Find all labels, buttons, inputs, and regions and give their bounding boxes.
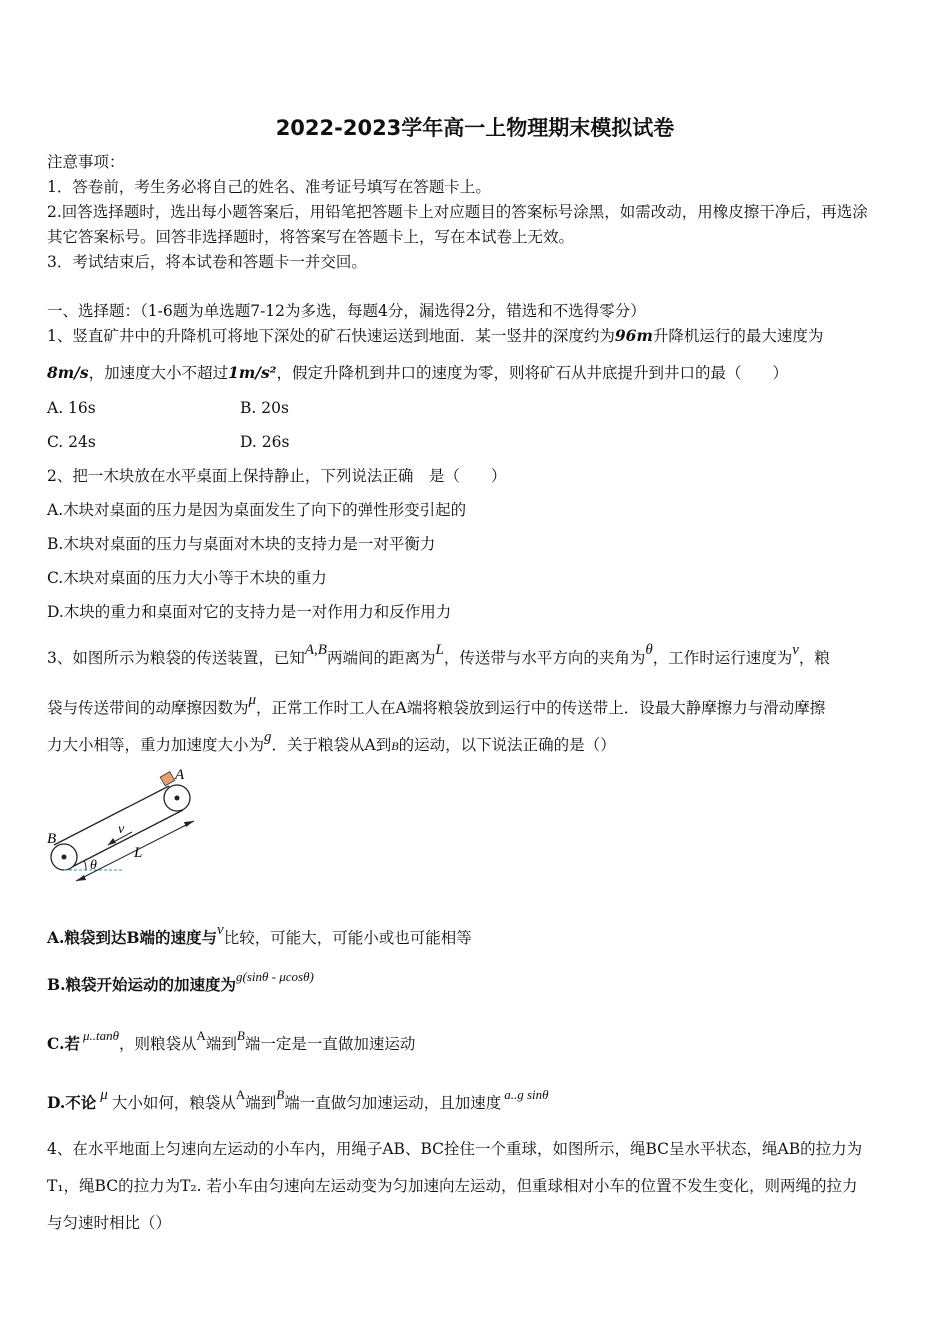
q3-option-math: a..g sinθ — [504, 1087, 549, 1102]
q1-text: 升降机运行的最大速度为 — [652, 327, 824, 345]
q1-text: ，假定升降机到井口的速度为零，则将矿石从井底提升到井口的最（ ） — [276, 364, 788, 382]
q3-v: v — [792, 642, 799, 658]
q1-text: ，加速度大小不超过 — [88, 364, 229, 382]
q3-option-text: 端一直做匀加速运动，且加速度 — [284, 1094, 502, 1112]
q1-text: 1、竖直矿井中的升降机可将地下深处的矿石快速运送到地面．某一竖井的深度约为 — [47, 327, 615, 345]
q3-option-math: g(sinθ - μcosθ) — [236, 969, 314, 984]
page-title: 2022-2023学年高一上物理期末模拟试卷 — [275, 116, 675, 140]
label-theta: θ — [90, 858, 97, 873]
q3-option-text: 端到 — [205, 1035, 237, 1053]
q3-ab: A,B — [304, 642, 327, 658]
notice-item: 2.回答选择题时，选出每小题答案后，用铅笔把答题卡上对应题目的答案标号涂黑，如需改动，用橡皮擦干净后，再选涂 — [47, 203, 868, 221]
q2-option[interactable]: C.木块对桌面的压力大小等于木块的重力 — [47, 569, 327, 587]
conveyor-diagram — [44, 765, 214, 885]
belt-bottom-line — [68, 810, 183, 869]
label-b: B — [47, 831, 57, 847]
q2-stem: 2、把一木块放在水平桌面上保持静止，下列说法正确 是（ ） — [47, 467, 507, 485]
q3-option-math: B — [236, 1028, 245, 1043]
q3-g: g — [264, 729, 272, 745]
q3-text: ，传送带与水平方向的夹角为 — [443, 649, 646, 667]
q3-option-c[interactable] — [47, 1028, 416, 1055]
pulley-b-axle — [62, 855, 67, 860]
q3-text: ，正常工作时工人在A端将粮袋放到运行中的传送带上．设最大静摩擦力与滑动摩擦 — [256, 699, 826, 717]
q3-option-text: ，则粮袋从 — [119, 1035, 197, 1053]
label-l: L — [134, 845, 143, 861]
label-v: v — [118, 822, 125, 837]
q3-option-text: 端一定是一直做加速运动 — [244, 1035, 416, 1053]
angle-arc — [84, 860, 86, 870]
q1-speed: 8m/s — [47, 363, 89, 382]
q3-text: 两端间的距离为 — [326, 649, 436, 667]
q1-stem-line1 — [47, 326, 823, 346]
q4-stem-line1: 4、在水平地面上匀速向左运动的小车内，用绳子AB、BC拴住一个重球，如图所示，绳BC呈水平状态，绳AB的拉力为 — [47, 1140, 863, 1158]
q3-b: B — [391, 739, 399, 753]
q3-option-text: 端到 — [245, 1094, 277, 1112]
q3-option-d[interactable] — [47, 1087, 549, 1114]
q3-option-math: A — [235, 1087, 246, 1102]
q3-option-math: A — [196, 1028, 206, 1043]
q1-option[interactable]: C. 24s — [47, 433, 96, 451]
velocity-arrowhead — [108, 838, 116, 845]
q3-mu: μ — [248, 692, 257, 708]
pulley-a-axle — [175, 796, 180, 801]
q3-text: ．关于粮袋从A到 — [271, 736, 392, 754]
q3-option-math: μ..tanθ — [82, 1028, 119, 1043]
q3-text: ，粮 — [798, 649, 830, 667]
q3-l: L — [435, 642, 444, 658]
notice-item: 其它答案标号。回答非选择题时，将答案写在答题卡上，写在本试卷上无效。 — [47, 228, 575, 246]
q3-text: 3、如图所示为粮袋的传送装置，已知 — [47, 649, 305, 667]
q2-option[interactable]: D.木块的重力和桌面对它的支持力是一对作用力和反作用力 — [47, 603, 452, 621]
belt-top-line — [54, 786, 169, 845]
q3-option-text: 比较，可能大，可能小或也可能相等 — [223, 929, 472, 947]
q1-stem-line2 — [47, 363, 788, 383]
section-heading: 一、选择题：（1-6题为单选题7-12为多选，每题4分，漏选得2分，错选和不选得零分） — [47, 302, 646, 320]
q3-option-text: A.粮袋到达B端的速度与 — [47, 928, 218, 947]
q1-option[interactable]: A. 16s — [47, 399, 96, 417]
q3-option-text: 大小如何，粮袋从 — [111, 1094, 236, 1112]
q3-option-b[interactable] — [47, 969, 314, 996]
q3-option-text: C.若 — [47, 1034, 80, 1053]
q2-option[interactable]: B.木块对桌面的压力与桌面对木块的支持力是一对平衡力 — [47, 535, 436, 553]
length-arrowhead-left — [76, 875, 86, 881]
q3-option-text: D.不论 — [47, 1093, 97, 1112]
q3-option-text: B.粮袋开始运动的加速度为 — [47, 975, 236, 994]
q1-option[interactable]: B. 20s — [240, 399, 289, 417]
q3-text: 力大小相等，重力加速度大小为 — [47, 736, 265, 754]
q3-option-a[interactable] — [47, 922, 472, 949]
notice-item: 1．答卷前，考生务必将自己的姓名、准考证号填写在答题卡上。 — [47, 178, 491, 196]
q4-stem-line2: T₁，绳BC的拉力为T₂. 若小车由匀速向左运动变为匀加速向左运动，但重球相对小车的位置不发生变化，则两绳的拉力 — [47, 1177, 858, 1195]
length-arrowhead-right — [184, 821, 194, 827]
q3-text: 的运动，以下说法正确的是（） — [398, 736, 616, 754]
q3-theta: θ — [645, 642, 653, 658]
notice-item: 3．考试结束后，将本试卷和答题卡一并交回。 — [47, 253, 367, 271]
q3-stem-line1 — [47, 642, 830, 669]
grain-bag-icon — [160, 772, 175, 786]
q3-stem-line3 — [47, 729, 616, 756]
q3-stem-line2 — [47, 692, 826, 719]
notice-heading: 注意事项： — [47, 153, 125, 171]
q1-option[interactable]: D. 26s — [240, 433, 290, 451]
q3-text: ，工作时运行速度为 — [652, 649, 793, 667]
q4-stem-line3: 与匀速时相比（） — [47, 1214, 172, 1232]
q1-accel: 1m/s² — [228, 363, 277, 382]
q3-option-math: B — [276, 1087, 285, 1102]
q3-option-math: μ — [100, 1087, 108, 1103]
q3-text: 袋与传送带间的动摩擦因数为 — [47, 699, 249, 717]
q2-option[interactable]: A.木块对桌面的压力是因为桌面发生了向下的弹性形变引起的 — [47, 501, 467, 519]
label-a: A — [175, 767, 185, 783]
q1-depth: 96m — [614, 326, 653, 345]
q3-option-math: v — [217, 922, 224, 938]
